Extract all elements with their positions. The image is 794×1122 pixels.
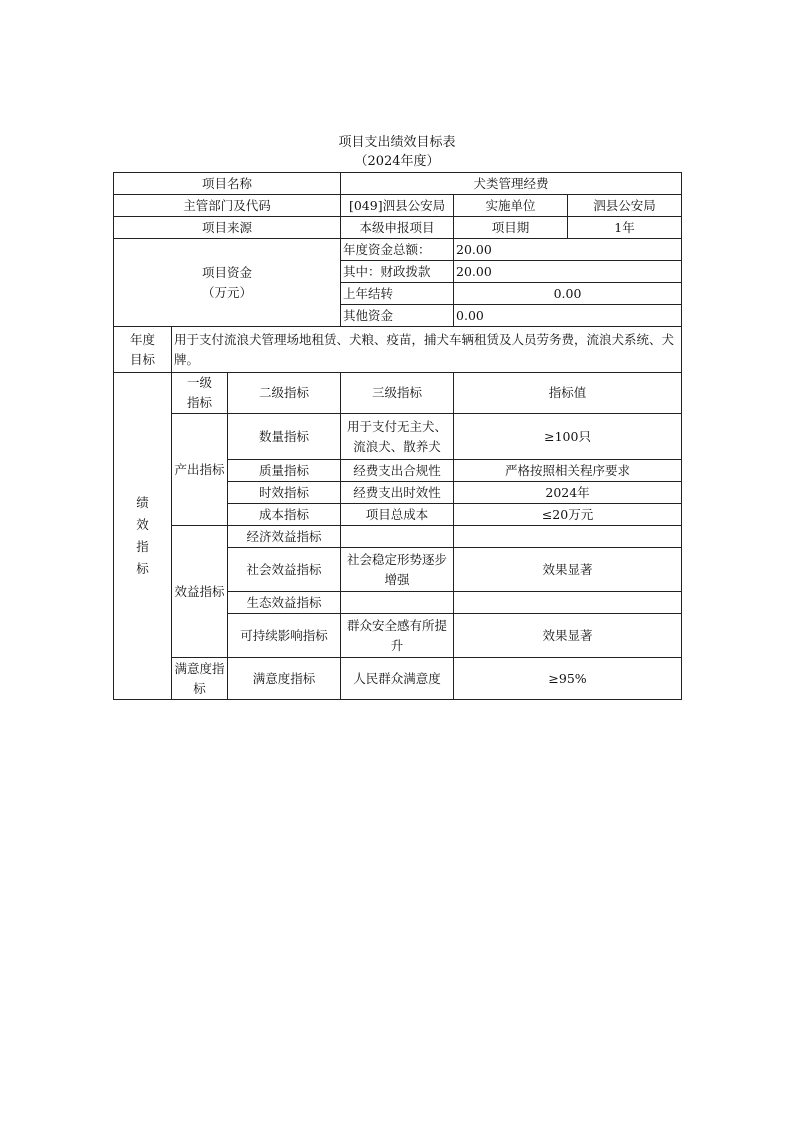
goal-label-cell [114, 327, 172, 373]
header-value: 指标值 [454, 373, 682, 414]
value-cell: ≥100只 [454, 414, 682, 460]
perf-label-char: 绩 [136, 495, 149, 510]
table-row [114, 414, 682, 460]
header-level3: 三级指标 [341, 373, 454, 414]
impl-value: 泗县公安局 [568, 195, 682, 217]
table-row [114, 239, 682, 261]
goal-text: 用于支付流浪犬管理场地租赁、犬粮、疫苗，捕犬车辆租赁及人员劳务费，流浪犬系统、犬牌。 [172, 327, 682, 373]
level3-cell [341, 592, 454, 614]
source-label: 项目来源 [114, 217, 341, 239]
perf-label-char: 指 [136, 539, 149, 554]
goal-label-line: 目标 [129, 351, 155, 367]
fund-label: 上年结转 [341, 283, 454, 305]
level3-cell: 社会稳定形势逐步增强 [341, 548, 454, 592]
project-name-value: 犬类管理经费 [341, 173, 682, 195]
table-row [114, 526, 682, 548]
impl-label: 实施单位 [454, 195, 568, 217]
title-block [0, 133, 794, 171]
fund-label: 年度资金总额： [341, 239, 454, 261]
level2-cell: 满意度指标 [228, 658, 341, 700]
level2-cell: 成本指标 [228, 504, 341, 526]
source-value: 本级申报项目 [341, 217, 454, 239]
level3-cell: 用于支付无主犬、流浪犬、散养犬 [341, 414, 454, 460]
value-cell: ≥95% [454, 658, 682, 700]
fund-label: 其中：财政拨款 [341, 261, 454, 283]
level3-cell: 人民群众满意度 [341, 658, 454, 700]
value-cell: 严格按照相关程序要求 [454, 460, 682, 482]
dept-label: 主管部门及代码 [114, 195, 341, 217]
fund-value: 20.00 [454, 261, 682, 283]
table-title: 项目支出绩效目标表 [338, 135, 456, 150]
goal-label-line: 年度 [129, 331, 155, 347]
fund-value: 0.00 [454, 305, 682, 327]
level3-cell [341, 526, 454, 548]
value-cell: ≤20万元 [454, 504, 682, 526]
period-label: 项目期 [454, 217, 568, 239]
table-row [114, 217, 682, 239]
performance-table [113, 172, 682, 700]
level2-cell: 数量指标 [228, 414, 341, 460]
satisfaction-label: 满意度指标 [172, 658, 228, 700]
output-label: 产出指标 [172, 414, 228, 526]
value-cell: 效果显著 [454, 614, 682, 658]
header-level1 [172, 373, 228, 414]
level3-cell: 群众安全感有所提升 [341, 614, 454, 658]
fund-value: 0.00 [454, 283, 682, 305]
level3-cell: 经费支出时效性 [341, 482, 454, 504]
level3-cell: 项目总成本 [341, 504, 454, 526]
level2-cell: 社会效益指标 [228, 548, 341, 592]
level3-cell: 经费支出合规性 [341, 460, 454, 482]
funds-unit: （万元） [202, 284, 253, 300]
header-level2: 二级指标 [228, 373, 341, 414]
table-subtitle: （2024年度） [354, 154, 440, 169]
dept-value: [049]泗县公安局 [341, 195, 454, 217]
header-level1-line: 一级 [186, 375, 212, 390]
level2-cell: 质量指标 [228, 460, 341, 482]
value-cell [454, 526, 682, 548]
perf-label-char: 标 [136, 561, 149, 576]
funds-label: 项目资金 [202, 264, 253, 280]
period-value: 1年 [568, 217, 682, 239]
perf-label-cell [114, 373, 172, 700]
table-row [114, 173, 682, 195]
table-row [114, 373, 682, 414]
level2-cell: 可持续影响指标 [228, 614, 341, 658]
benefit-label: 效益指标 [172, 526, 228, 658]
value-cell: 效果显著 [454, 548, 682, 592]
level2-cell: 生态效益指标 [228, 592, 341, 614]
table-row [114, 195, 682, 217]
table-row [114, 658, 682, 700]
table-row [114, 327, 682, 373]
fund-label: 其他资金 [341, 305, 454, 327]
header-level1-line: 指标 [186, 395, 212, 410]
value-cell [454, 592, 682, 614]
funds-label-cell [114, 239, 341, 327]
fund-value: 20.00 [454, 239, 682, 261]
level2-cell: 经济效益指标 [228, 526, 341, 548]
project-name-label: 项目名称 [114, 173, 341, 195]
level2-cell: 时效指标 [228, 482, 341, 504]
perf-label-char: 效 [136, 517, 149, 532]
value-cell: 2024年 [454, 482, 682, 504]
